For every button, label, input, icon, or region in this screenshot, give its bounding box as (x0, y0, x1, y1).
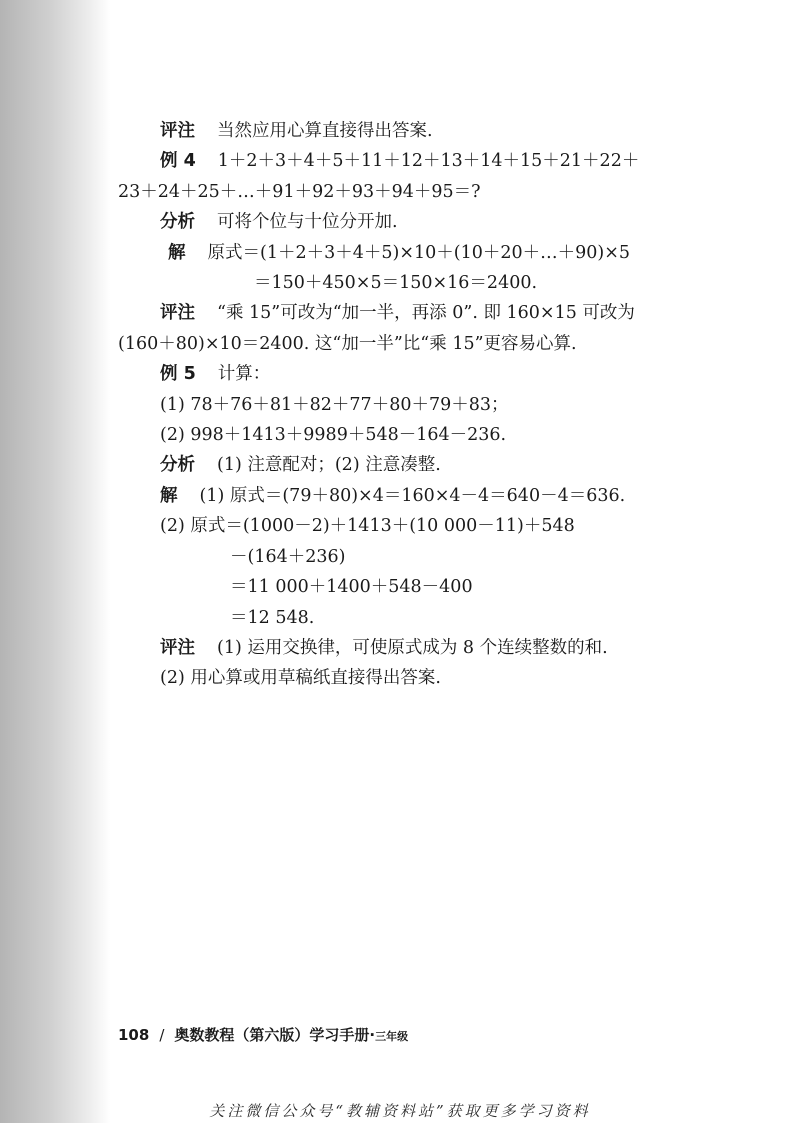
example-4-continued (118, 177, 708, 207)
page-footer (118, 1024, 408, 1045)
footer-separator: / (159, 1026, 165, 1044)
line-text: 可将个位与十位分开加. (217, 212, 398, 233)
note-line (118, 298, 708, 328)
note-continued (118, 329, 708, 359)
analysis-line (118, 450, 708, 480)
line-text: 计算： (217, 364, 271, 385)
line-text: 23＋24＋25＋…＋91＋92＋93＋94＋95＝? (118, 181, 481, 202)
page-body (118, 116, 708, 694)
problem-2 (118, 420, 708, 450)
solution-step (118, 603, 708, 633)
solution-continued (118, 268, 708, 298)
label-comment: 评注 (160, 637, 195, 658)
line-text: (2) 998＋1413＋9989＋548－164－236. (160, 425, 507, 446)
note-line (118, 633, 708, 663)
book-title: 奥数教程（第六版）学习手册· (174, 1026, 376, 1044)
line-text: (1) 原式＝(79＋80)×4＝160×4－4＝640－4＝636. (199, 485, 626, 506)
line-text: (1) 78＋76＋81＋82＋77＋80＋79＋83； (160, 394, 509, 415)
label-example: 例 5 (160, 364, 196, 385)
scan-shadow (0, 0, 110, 1123)
watermark-text: 关注微信公众号“教辅资料站”获取更多学习资料 (209, 1102, 591, 1120)
label-solution: 解 (168, 242, 186, 263)
line-text: ＝12 548. (230, 607, 315, 628)
line-text: ＝11 000＋1400＋548－400 (230, 577, 473, 598)
line-text: (160＋80)×10＝2400. 这“加一半”比“乘 15”更容易心算. (118, 333, 577, 354)
line-text: “乘 15”可改为“加一半，再添 0”. 即 160×15 可改为 (217, 303, 635, 324)
line-text: (2) 用心算或用草稿纸直接得出答案. (160, 668, 441, 689)
solution-line (118, 238, 708, 268)
page-number: 108 (118, 1026, 150, 1044)
label-solution: 解 (160, 485, 178, 506)
problem-1 (118, 390, 708, 420)
line-text: (1) 注意配对；(2) 注意凑整. (217, 455, 441, 476)
line-text: 1＋2＋3＋4＋5＋11＋12＋13＋14＋15＋21＋22＋ (217, 151, 640, 172)
label-comment: 评注 (160, 121, 195, 141)
example-5-line (118, 359, 708, 389)
line-text: (2) 原式＝(1000－2)＋1413＋(10 000－11)＋548 (160, 516, 575, 537)
grade-label: 三年级 (375, 1030, 409, 1043)
line-text: (1) 运用交换律，可使原式成为 8 个连续整数的和. (217, 637, 608, 658)
example-4-line (118, 146, 708, 176)
line-text: 当然应用心算直接得出答案. (217, 121, 433, 141)
note-continued (118, 663, 708, 693)
label-analysis: 分析 (160, 455, 195, 476)
line-text: 原式＝(1＋2＋3＋4＋5)×10＋(10＋20＋…＋90)×5 (207, 242, 631, 263)
solution-step (118, 542, 708, 572)
label-example: 例 4 (160, 151, 196, 172)
label-analysis: 分析 (160, 212, 195, 233)
solution-step (118, 572, 708, 602)
line-text: ＝150＋450×5＝150×16＝2400. (254, 273, 538, 294)
label-comment: 评注 (160, 303, 195, 324)
note-line (118, 116, 708, 146)
analysis-line (118, 207, 708, 237)
line-text: －(164＋236) (230, 546, 346, 567)
solution-part-2 (118, 511, 708, 541)
solution-line (118, 481, 708, 511)
